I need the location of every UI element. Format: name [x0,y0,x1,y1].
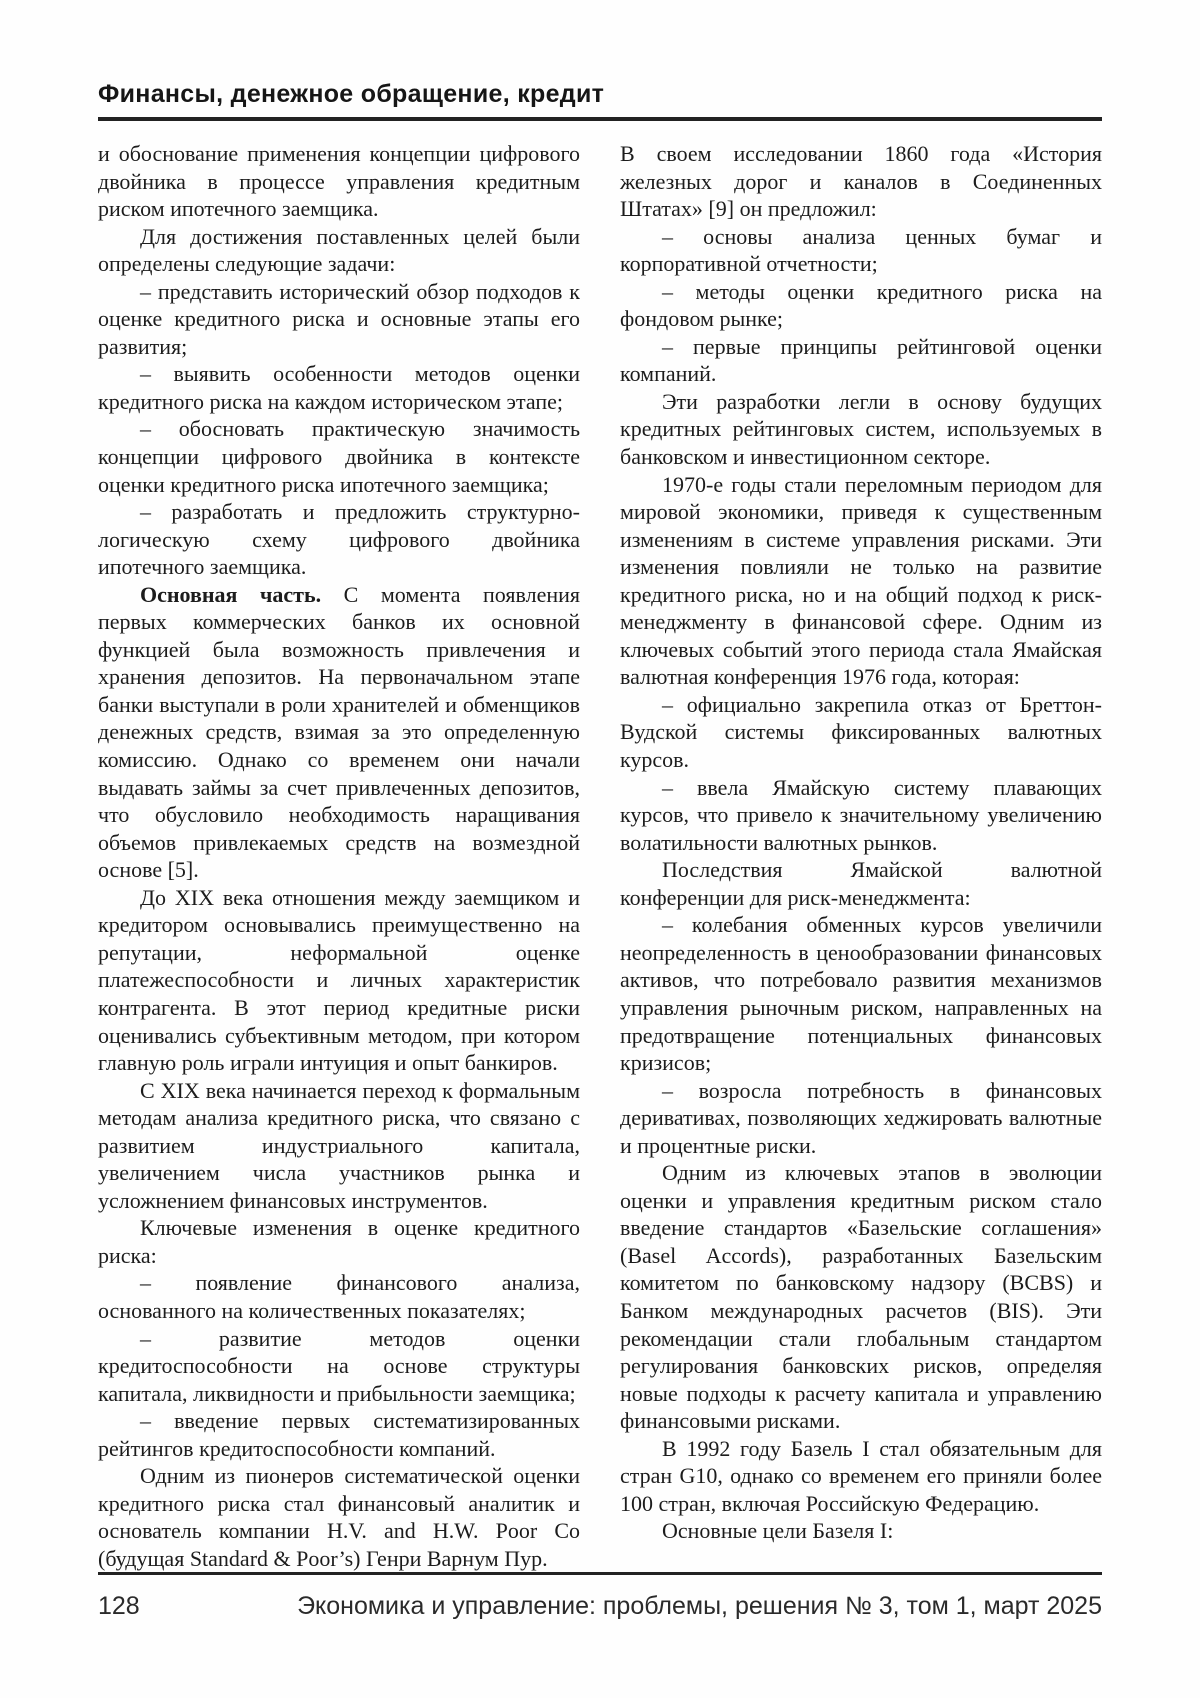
paragraph: и обоснование применения концепции цифрового двойника в процессе управления кредитным риском ипотечного заемщика. [98,141,580,222]
paragraph: – возросла потребность в финансовых деривативах, позволяющих хеджировать валютные и процентные риски. [620,1077,1102,1158]
paragraph: – официально закрепила отказ от Бреттон-Вудской системы фиксированных валютных курсов. [620,691,1102,773]
paragraph: – представить исторический обзор подходов к оценке кредитного риска и основные этапы его развития; [98,278,580,359]
paragraph: – выявить особенности методов оценки кредитного риска на каждом историческом этапе; [98,361,580,414]
page-footer [98,1592,1102,1621]
right-column [620,140,1102,1572]
paragraph: – колебания обменных курсов увеличили неопределенность в ценообразовании финансовых активов, что потребовало развития механизмов управления рыночным риском, направленных на предотвращение потенциальных финансовых кризисов; [620,912,1102,1076]
footer-rule [98,1572,1102,1575]
paragraph: В своем исследовании 1860 года «История железных дорог и каналов в Соединенных Штатах» [9] он предложил: [620,141,1102,222]
paragraph: – ввела Ямайскую систему плавающих курсов, что привело к значительному увеличению волатильности валютных рынков. [620,774,1102,855]
paragraph: – разработать и предложить структурно-логическую схему цифрового двойника ипотечного заемщика. [98,499,580,580]
paragraph: С XIX века начинается переход к формальным методам анализа кредитного риска, что связано с развитием индустриального капитала, увеличением числа участников рынка и усложнением финансовых инструментов. [98,1077,580,1213]
paragraph: – методы оценки кредитного риска на фондовом рынке; [620,278,1102,332]
journal-title-line: Экономика и управление: проблемы, решения № 3, том 1, март 2025 [297,1592,1102,1620]
paragraph: Эти разработки легли в основу будущих кредитных рейтинговых систем, используемых в банковском и инвестиционном секторе. [620,388,1102,470]
paragraph: Одним из ключевых этапов в эволюции оценки и управления кредитным риском стало введение стандартов «Базельские соглашения» (Basel Accords), разработанных Базельским комитетом по банковскому надзору (BCBS) и Банком международных расчетов (BIS). Эти рекомендации стали глобальным стандартом регулирования банковских рисков, определяя новые подходы к расчету капитала и управлению финансовыми рисками. [620,1160,1102,1434]
paragraph: Последствия Ямайской валютной конференции для риск-менеджмента: [620,857,1102,910]
paragraph: Одним из пионеров систематической оценки кредитного риска стал финансовый аналитик и основатель компании H.V. and H.W. Poor Co (будущая Standard & Poor’s) Генри Варнум Пур. [98,1463,580,1571]
paragraph-bold-lead: Основная часть. [140,581,344,607]
paragraph: – основы анализа ценных бумаг и корпоративной отчетности; [620,223,1102,277]
paragraph: – развитие методов оценки кредитоспособности на основе структуры капитала, ликвидности и прибыльности заемщика; [98,1325,580,1406]
paragraph: – первые принципы рейтинговой оценки компаний. [620,333,1102,387]
paragraph: Ключевые изменения в оценке кредитного риска: [98,1215,580,1268]
article-body [98,140,1102,1572]
paragraph: – введение первых систематизированных рейтингов кредитоспособности компаний. [98,1408,580,1461]
paragraph: – обосновать практическую значимость концепции цифрового двойника в контексте оценки кредитного риска ипотечного заемщика; [98,416,580,497]
paragraph: До XIX века отношения между заемщиком и кредитором основывались преимущественно на репутации, неформальной оценке платежеспособности и личных характеристик контрагента. В этот период кредитные риски оценивались субъективным методом, при котором главную роль играли интуиция и опыт банкиров. [98,884,580,1076]
paragraph: Для достижения поставленных целей были определены следующие задачи: [98,223,580,277]
left-column [98,140,580,1572]
paragraph: Основная часть. С момента появления первых коммерческих банков их основной функцией была возможность привлечения и хранения депозитов. На первоначальном этапе банки выступали в роли хранителей и обменщиков денежных средств, взимая за это определенную комиссию. Однако со временем они начали выдавать займы за счет привлеченных депозитов, что обусловило необходимость наращивания объемов привлекаемых средств на возмездной основе [5]. [98,581,580,883]
header-rule [98,117,1102,121]
page-number: 128 [98,1592,140,1620]
section-running-head: Финансы, денежное обращение, кредит [98,80,605,108]
paragraph: 1970-е годы стали переломным периодом для мировой экономики, приведя к существенным изменениям в системе управления рисками. Эти изменения повлияли не только на развитие кредитного риска, но и на общий подход к риск-менеджменту в финансовой сфере. Одним из ключевых событий этого периода стала Ямайская валютная конференция 1976 года, которая: [620,471,1102,690]
paragraph: В 1992 году Базель I стал обязательным для стран G10, однако со временем его приняли более 100 стран, включая Российскую Федерацию. [620,1435,1102,1516]
paragraph: – появление финансового анализа, основанного на количественных показателях; [98,1270,580,1323]
paragraph: Основные цели Базеля I: [662,1518,894,1544]
